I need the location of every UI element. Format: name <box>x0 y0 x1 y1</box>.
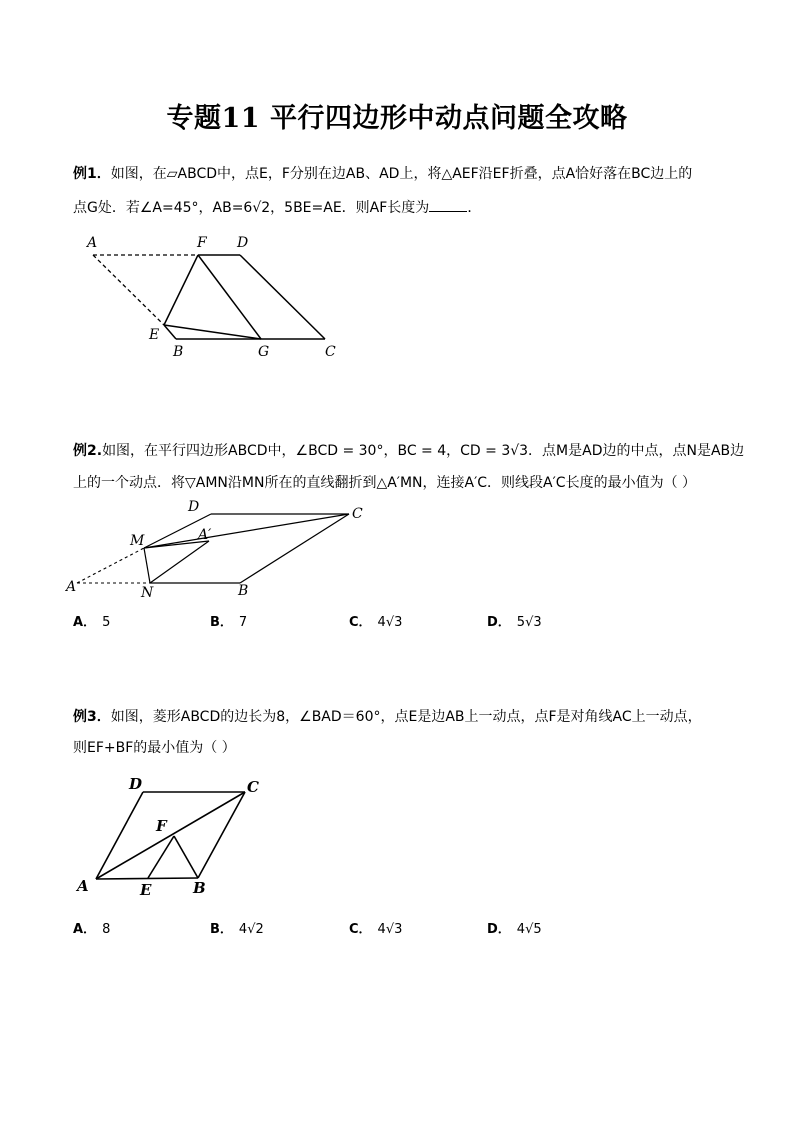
ex2-line2 <box>73 473 733 493</box>
point-label-D: D <box>129 775 143 793</box>
ex3-label: 例3． <box>73 709 111 725</box>
ex2-options <box>73 611 733 631</box>
option-key: A． <box>73 615 97 630</box>
page-title: 专题11 平行四边形中动点问题全攻略 <box>166 103 628 134</box>
option-key: D． <box>487 922 511 937</box>
ex2-option-a[interactable] <box>73 611 110 630</box>
ex1-text1: 如图，在▱ABCD中，点E，F分别在边AB、AD上，将△AEF沿EF折叠，点A恰好落在BC边上的 <box>110 166 693 182</box>
option-key: C． <box>349 922 372 937</box>
option-value: 7 <box>238 615 248 630</box>
ex1-text2-end: ． <box>467 200 482 216</box>
ex3-option-c[interactable] <box>349 918 402 937</box>
point-label-E: E <box>140 881 152 899</box>
point-label-M: M <box>130 533 145 549</box>
ex2-figure <box>65 498 385 602</box>
point-label-F: F <box>156 817 167 835</box>
option-key: B． <box>210 615 233 630</box>
ex1-figure <box>80 228 360 363</box>
point-label-C: C <box>325 344 336 360</box>
option-value: 8 <box>102 922 111 937</box>
ex1-line2 <box>73 197 733 218</box>
ex3-text2: 则EF+BF的最小值为（ ） <box>73 740 236 756</box>
ex3-options <box>73 918 733 938</box>
ex2-option-c[interactable] <box>349 611 402 630</box>
point-label-G: G <box>258 344 270 360</box>
ex2-option-b[interactable] <box>210 611 247 630</box>
point-label-A: A <box>77 877 89 895</box>
option-value: 5 <box>102 615 111 630</box>
ex3-text1: 如图，菱形ABCD的边长为8，∠BAD＝60°，点E是边AB上一动点，点F是对角线AC上一动点， <box>110 709 702 725</box>
ex3-line2 <box>73 738 733 758</box>
point-label-N: N <box>141 585 154 601</box>
ex2-label: 例2. <box>73 443 103 459</box>
answer-blank[interactable] <box>429 197 467 212</box>
option-value: 4√2 <box>238 922 264 937</box>
point-label-A-prime: A′ <box>198 527 212 543</box>
ex1-label: 例1． <box>73 166 111 182</box>
point-label-C: C <box>352 506 363 522</box>
ex3-option-a[interactable] <box>73 918 110 937</box>
ex2-text2: 上的一个动点．将▽AMN沿MN所在的直线翻折到△A′MN，连接A′C．则线段A′C长度的最小值为（ ） <box>73 475 697 491</box>
point-label-B: B <box>193 879 206 897</box>
point-label-E: E <box>149 327 160 343</box>
point-label-C: C <box>247 778 259 796</box>
option-key: C． <box>349 615 372 630</box>
ex3-line1 <box>73 707 733 727</box>
option-key: D． <box>487 615 511 630</box>
option-key: B． <box>210 922 233 937</box>
ex3-figure <box>70 768 270 903</box>
ex2-line1 <box>73 441 745 461</box>
ex1-line1 <box>73 164 733 184</box>
option-value: 4√3 <box>377 615 403 630</box>
ex2-text1: 如图，在平行四边形ABCD中，∠BCD = 30°，BC = 4，CD = 3√3．点M是AD边的中点，点N是AB边 <box>102 443 745 459</box>
ex1-text2: 点G处．若∠A=45°，AB=6√2，5BE=AE．则AF长度为 <box>73 200 430 216</box>
point-label-B: B <box>238 583 249 599</box>
ex2-option-d[interactable] <box>487 611 542 630</box>
ex3-option-d[interactable] <box>487 918 542 937</box>
point-label-F: F <box>197 235 207 251</box>
point-label-D: D <box>237 235 249 251</box>
ex3-option-b[interactable] <box>210 918 264 937</box>
point-label-D: D <box>188 499 200 515</box>
option-value: 4√3 <box>377 922 403 937</box>
option-value: 5√3 <box>516 615 542 630</box>
point-label-A: A <box>66 579 77 595</box>
option-value: 4√5 <box>516 922 542 937</box>
option-key: A． <box>73 922 97 937</box>
point-label-B: B <box>173 344 184 360</box>
point-label-A: A <box>87 235 98 251</box>
